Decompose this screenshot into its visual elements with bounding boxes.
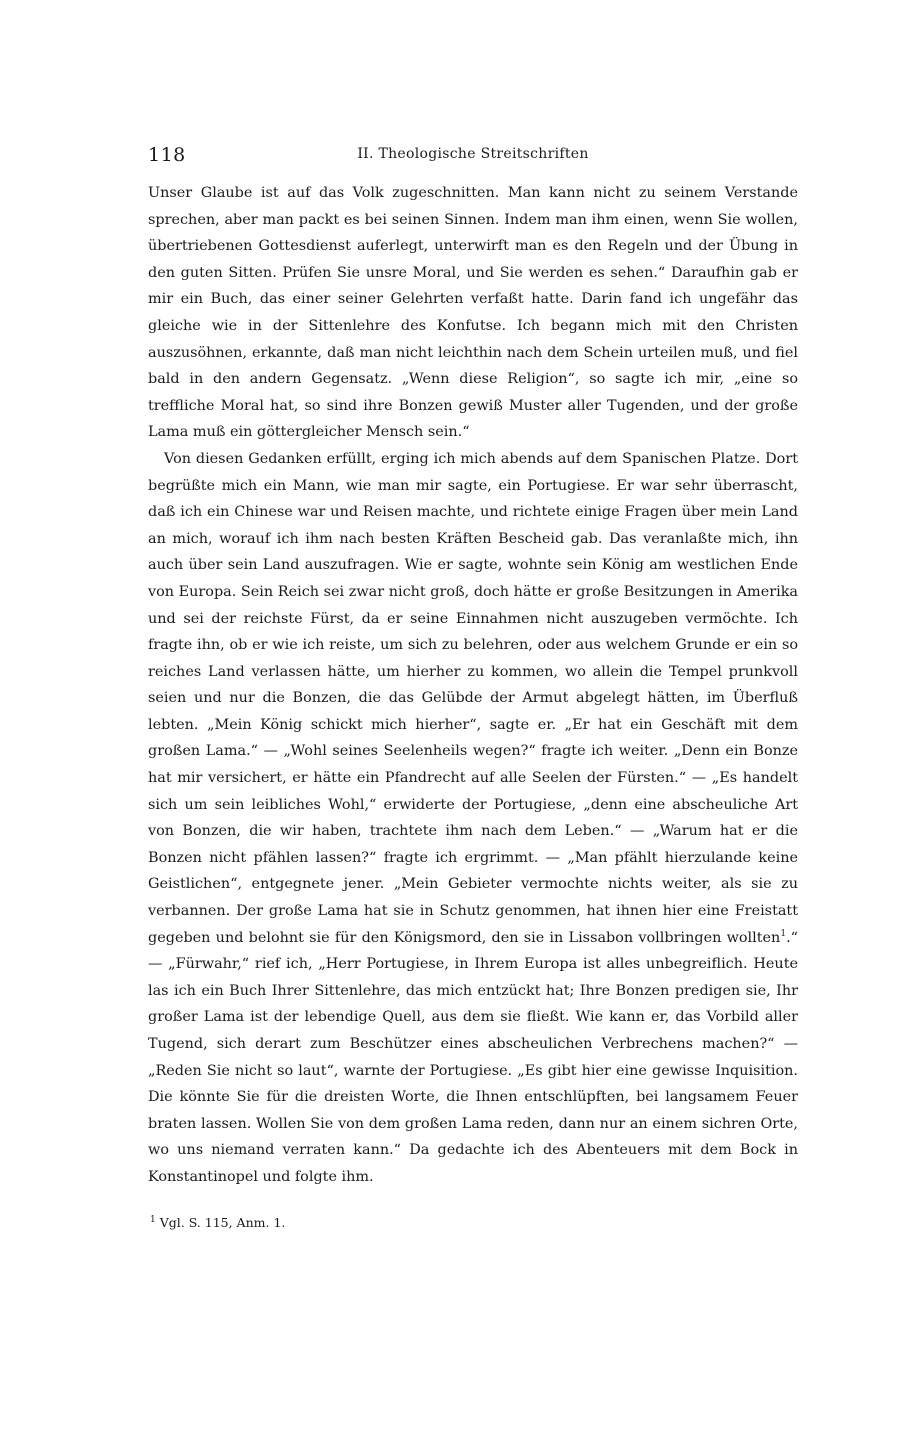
paragraph — [148, 180, 798, 446]
paragraph-text: Von diesen Gedanken erfüllt, erging ich mich abends auf dem Spanischen Platze. Dort begrüßte mich ein Mann, wie man mir sagte, ein Portugiese. Er war sehr überrascht, daß ich ein Chinese war und Reisen machte, und richtete einige Fragen über mein Land an mich, worauf ich ihm nach besten Kräften Bescheid gab. Das veranlaßte mich, ihn auch über sein Land auszufragen. Wie er sagte, wohnte sein König am westlichen Ende von Europa. Sein Reich sei zwar nicht groß, doch hätte er große Besitzungen in Amerika und sei der reichste Fürst, da er seine Einnahmen nicht auszugeben vermöchte. Ich fragte ihn, ob er wie ich reiste, um sich zu belehren, oder aus welchem Grunde er ein so reiches Land verlassen hätte, um hierher zu kommen, wo allein die Tempel prunkvoll seien und nur die Bonzen, die das Gelübde der Armut abgelegt hätten, im Überfluß lebten. „Mein König schickt mich hierher“, sagte er. „Er hat ein Geschäft mit dem großen Lama.“ — „Wohl seines Seelenheils wegen?“ fragte ich weiter. „Denn ein Bonze hat mir versichert, er hätte ein Pfandrecht auf alle Seelen der Fürsten.“ — „Es handelt sich um sein leibliches Wohl,“ erwiderte der Portugiese, „denn eine abscheuliche Art von Bonzen, die wir haben, trachtete ihm nach dem Leben.“ — „Warum hat er die Bonzen nicht pfählen lassen?“ fragte ich ergrimmt. — „Man pfählt hierzulande keine Geistlichen“, entgegnete jener. „Mein Gebieter vermochte nichts weiter, als sie zu verbannen. Der große Lama hat sie in Schutz genommen, hat ihnen hier eine Freistatt gegeben und belohnt sie für den Königsmord, den sie in Lissabon vollbringen wollten — [148, 450, 798, 946]
running-head — [148, 138, 798, 168]
book-page — [148, 138, 798, 1233]
page-number: 118 — [148, 144, 186, 166]
footnote-text: Vgl. S. 115, Anm. 1. — [159, 1214, 286, 1230]
paragraph — [148, 446, 798, 1191]
body-text — [148, 180, 798, 1191]
footnote — [148, 1213, 798, 1233]
paragraph-text: .“ — „Fürwahr,“ rief ich, „Herr Portugiese, in Ihrem Europa ist alles unbegreiflich. Heute las ich ein Buch Ihrer Sittenlehre, das mich entzückt hat; Ihre Bonzen predigen sie, Ihr großer Lama ist der lebendige Quell, aus dem sie fließt. Wie kann er, das Vorbild aller Tugend, sich derart zum Beschützer eines abscheulichen Verbrechens machen?“ — „Reden Sie nicht so laut“, warnte der Portugiese. „Es gibt hier eine gewisse Inquisition. Die könnte Sie für die dreisten Worte, die Ihnen entschlüpften, bei langsamem Feuer braten lassen. Wollen Sie von dem großen Lama reden, dann nur an einem sichren Orte, wo uns niemand verraten kann.“ Da gedachte ich des Abenteuers mit dem Bock in Konstantinopel und folgte ihm. — [148, 929, 798, 1185]
running-title: II. Theologische Streitschriften — [357, 146, 589, 162]
footnote-reference[interactable]: 1 — [780, 928, 787, 939]
footnote-marker: 1 — [150, 1214, 156, 1225]
paragraph-text: Unser Glaube ist auf das Volk zugeschnitten. Man kann nicht zu seinem Verstande sprechen, aber man packt es bei seinen Sinnen. Indem man ihm einen, wenn Sie wollen, übertriebenen Gottesdienst auferlegt, unterwirft man es den Regeln und der Übung in den guten Sitten. Prüfen Sie unsre Moral, und Sie werden es sehen.“ Daraufhin gab er mir ein Buch, das einer seiner Gelehrten verfaßt hatte. Darin fand ich ungefähr das gleiche wie in der Sittenlehre des Konfutse. Ich begann mich mit den Christen auszusöhnen, erkannte, daß man nicht leichthin nach dem Schein urteilen muß, und fiel bald in den andern Gegensatz. „Wenn diese Religion“, so sagte ich mir, „eine so treffliche Moral hat, so sind ihre Bonzen gewiß Muster aller Tugenden, und der große Lama muß ein göttergleicher Mensch sein.“ — [148, 185, 798, 441]
